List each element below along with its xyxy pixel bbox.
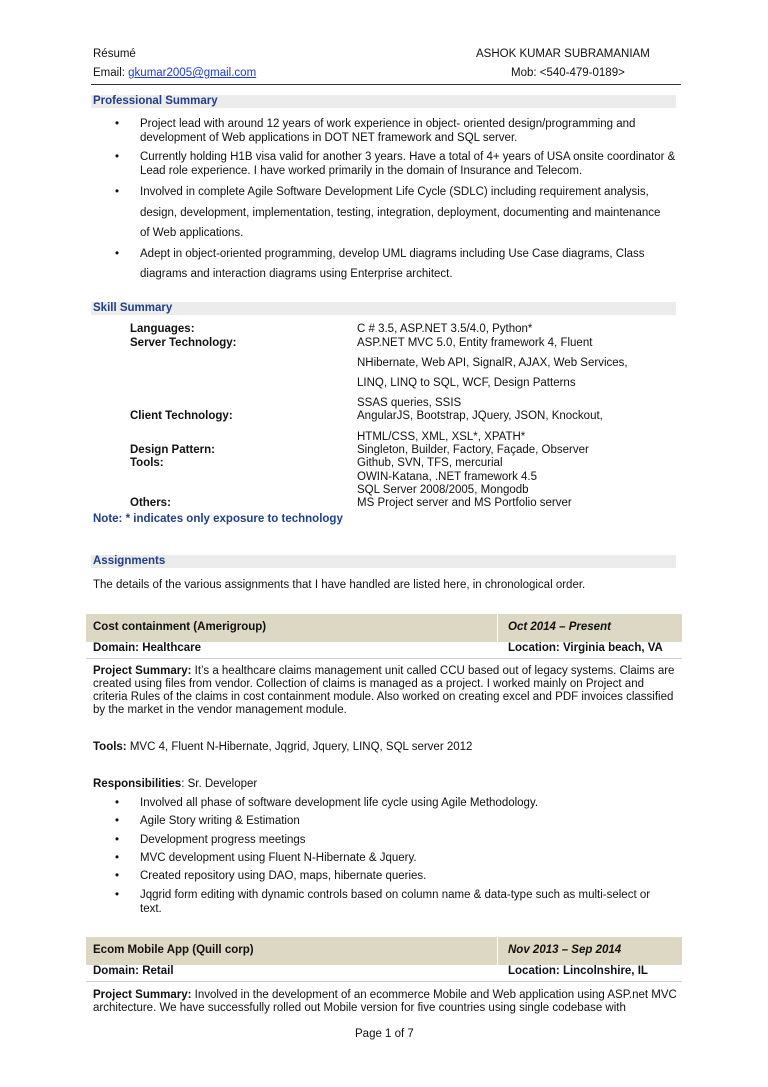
email-line bbox=[93, 67, 256, 79]
skill-note: Note: * indicates only exposure to technology bbox=[93, 513, 343, 525]
responsibility-item: Involved all phase of software development life cycle using Agile Methodology. bbox=[140, 797, 539, 809]
responsibility-item: Jqgrid form editing with dynamic controls based on column name & data-type such as multi-select or text. bbox=[140, 889, 651, 915]
assignment-title: Ecom Mobile App (Quill corp) bbox=[93, 944, 254, 956]
bullet-icon: • bbox=[115, 870, 120, 882]
skill-value-server-1: ASP.NET MVC 5.0, Entity framework 4, Fluent bbox=[357, 337, 593, 349]
assignment-location: Location: Virginia beach, VA bbox=[508, 642, 663, 654]
summary-bullet-4-line-1: Adept in object-oriented programming, develop UML diagrams including Use Case diagrams, Class bbox=[140, 248, 645, 260]
assignment-tools bbox=[93, 741, 472, 753]
skill-value-tools-1: Github, SVN, TFS, mercurial bbox=[357, 457, 503, 469]
bullet-icon: • bbox=[115, 797, 120, 809]
summary-text: Involved in the development of an ecommerce Mobile and Web application using ASP.net MVC architecture. We have successfully rolled out Mobile version for five countries using single codebase with bbox=[93, 989, 677, 1014]
page-number: Page 1 of 7 bbox=[355, 1028, 414, 1040]
professional-summary-title: Professional Summary bbox=[93, 95, 218, 107]
responsibility-item: Agile Story writing & Estimation bbox=[140, 815, 300, 827]
assignment-domain: Domain: Retail bbox=[93, 965, 174, 977]
skill-label-server: Server Technology: bbox=[130, 337, 237, 349]
summary-bullet-4-line-2: diagrams and interaction diagrams using Enterprise architect. bbox=[140, 268, 453, 280]
summary-text: It’s a healthcare claims management unit called CCU based out of legacy systems. Claims are created using files from vendor. Collection of claims is managed as a project. I worked mainly on Project and criteria Rules of the claims in cost containment module. Also worked on creating excel and PDF invoices classified by the market in the vendor management module. bbox=[93, 665, 675, 716]
tools-label: Tools: bbox=[93, 741, 127, 753]
skill-summary-title: Skill Summary bbox=[93, 302, 173, 314]
skill-value-design: Singleton, Builder, Factory, Façade, Observer bbox=[357, 444, 589, 456]
resp-role: : Sr. Developer bbox=[181, 778, 258, 790]
skill-value-others: MS Project server and MS Portfolio server bbox=[357, 497, 572, 509]
assignments-title: Assignments bbox=[93, 555, 166, 567]
skill-value-server-2: NHibernate, Web API, SignalR, AJAX, Web Services, bbox=[357, 357, 628, 369]
bullet-icon: • bbox=[115, 186, 120, 198]
skill-label-others: Others: bbox=[130, 497, 171, 509]
skill-value-server-3: LINQ, LINQ to SQL, WCF, Design Patterns bbox=[357, 377, 576, 389]
assignment-location: Location: Lincolnshire, IL bbox=[508, 965, 648, 977]
resp-label: Responsibilities bbox=[93, 778, 182, 790]
assignment-date: Oct 2014 – Present bbox=[508, 621, 611, 633]
email-link[interactable]: gkumar2005@gmail.com bbox=[128, 67, 257, 79]
summary-bullet-3-line-3: of Web applications. bbox=[140, 227, 244, 239]
skill-value-tools-2: OWIN-Katana, .NET framework 4.5 bbox=[357, 471, 538, 483]
bullet-icon: • bbox=[115, 118, 120, 130]
assignment-summary bbox=[93, 989, 678, 1015]
responsibility-item: Development progress meetings bbox=[140, 834, 306, 846]
skill-summary-bar bbox=[91, 302, 676, 315]
skill-value-tools-3: SQL Server 2008/2005, Mongodb bbox=[357, 484, 529, 496]
assignments-intro: The details of the various assignments that I have handled are listed here, in chronological order. bbox=[93, 579, 586, 591]
header-cell-divider bbox=[497, 614, 498, 642]
header-cell-divider bbox=[497, 937, 498, 965]
skill-value-languages: C # 3.5, ASP.NET 3.5/4.0, Python* bbox=[357, 323, 533, 335]
responsibility-item: Created repository using DAO, maps, hibernate queries. bbox=[140, 870, 427, 882]
summary-label: Project Summary: bbox=[93, 665, 192, 677]
summary-label: Project Summary: bbox=[93, 989, 192, 1001]
skill-label-design: Design Pattern: bbox=[130, 444, 215, 456]
bullet-icon: • bbox=[115, 889, 120, 901]
assignment-domain: Domain: Healthcare bbox=[93, 642, 202, 654]
skill-value-client-1: AngularJS, Bootstrap, JQuery, JSON, Knockout, bbox=[357, 410, 603, 422]
candidate-name: ASHOK KUMAR SUBRAMANIAM bbox=[476, 48, 650, 60]
summary-bullet-1: Project lead with around 12 years of work experience in object- oriented design/programming and development of Web applications in DOT NET framework and SQL server. bbox=[140, 118, 636, 144]
tools-text: MVC 4, Fluent N-Hibernate, Jqgrid, Jquery, LINQ, SQL server 2012 bbox=[126, 741, 473, 753]
bullet-icon: • bbox=[115, 852, 120, 864]
summary-bullet-3-line-2: design, development, implementation, testing, integration, deployment, documenting and maintenance bbox=[140, 207, 661, 219]
email-label: Email: bbox=[93, 67, 129, 79]
header-divider bbox=[91, 84, 681, 85]
mobile-number: Mob: <540-479-0189> bbox=[511, 67, 625, 79]
doc-label: Résumé bbox=[93, 48, 136, 60]
skill-label-tools: Tools: bbox=[130, 457, 164, 469]
bullet-icon: • bbox=[115, 151, 120, 163]
assignment-title: Cost containment (Amerigroup) bbox=[93, 621, 267, 633]
summary-bullet-3-line-1: Involved in complete Agile Software Development Life Cycle (SDLC) including requirement analysis, bbox=[140, 186, 649, 198]
assignment-responsibilities-heading bbox=[93, 778, 257, 790]
assignment-date: Nov 2013 – Sep 2014 bbox=[508, 944, 622, 956]
skill-label-client: Client Technology: bbox=[130, 410, 233, 422]
skill-value-client-2: HTML/CSS, XML, XSL*, XPATH* bbox=[357, 431, 526, 443]
responsibility-item: MVC development using Fluent N-Hibernate & Jquery. bbox=[140, 852, 417, 864]
skill-label-languages: Languages: bbox=[130, 323, 195, 335]
assignment-summary bbox=[93, 665, 678, 717]
bullet-icon: • bbox=[115, 834, 120, 846]
summary-bullet-2: Currently holding H1B visa valid for another 3 years. Have a total of 4+ years of USA onsite coordinator & Lead role experience. I have worked primarily in the domain of Insurance and Telecom. bbox=[140, 151, 676, 177]
bullet-icon: • bbox=[115, 815, 120, 827]
bullet-icon: • bbox=[115, 248, 120, 260]
assignments-bar bbox=[91, 555, 676, 568]
skill-value-server-4: SSAS queries, SSIS bbox=[357, 397, 462, 409]
